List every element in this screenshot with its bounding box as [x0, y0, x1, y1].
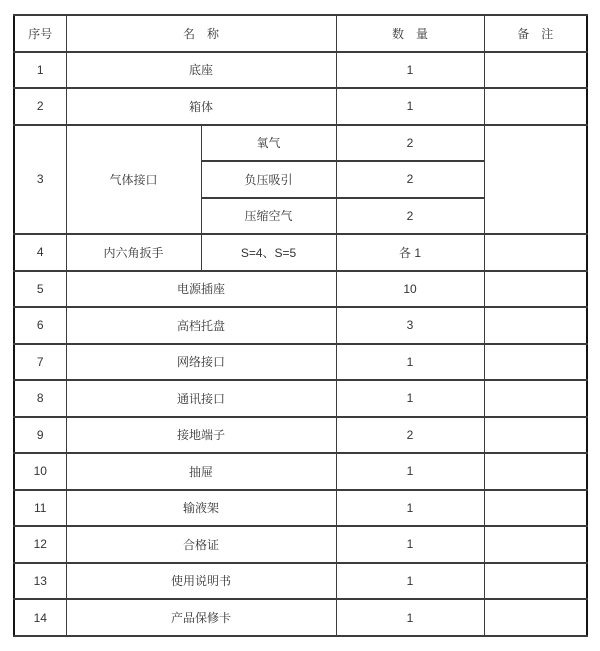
cell-note: [484, 88, 587, 125]
cell-qty: 各 1: [336, 234, 484, 271]
header-note: 备 注: [484, 15, 587, 52]
cell-serial: 12: [14, 526, 66, 563]
cell-note: [484, 52, 587, 89]
cell-subname: 压缩空气: [201, 198, 336, 235]
table-row: [14, 563, 587, 600]
cell-name: 通讯接口: [66, 380, 336, 417]
cell-serial: 2: [14, 88, 66, 125]
cell-note: [484, 125, 587, 235]
cell-qty: 1: [336, 490, 484, 527]
cell-note: [484, 380, 587, 417]
cell-qty: 2: [336, 161, 484, 198]
table-row: [14, 490, 587, 527]
table-row: [14, 599, 587, 636]
header-serial: 序号: [14, 15, 66, 52]
header-row: [14, 15, 587, 52]
cell-qty: 1: [336, 344, 484, 381]
cell-qty: 1: [336, 526, 484, 563]
table-row: [14, 453, 587, 490]
cell-serial: 13: [14, 563, 66, 600]
cell-note: [484, 563, 587, 600]
cell-serial: 4: [14, 234, 66, 271]
cell-qty: 2: [336, 417, 484, 454]
cell-note: [484, 526, 587, 563]
cell-qty: 1: [336, 563, 484, 600]
cell-serial: 3: [14, 125, 66, 235]
cell-qty: 2: [336, 125, 484, 162]
table-row: [14, 234, 587, 271]
cell-serial: 1: [14, 52, 66, 89]
cell-name: 产品保修卡: [66, 599, 336, 636]
table-row: [14, 344, 587, 381]
cell-spec: S=4、S=5: [201, 234, 336, 271]
cell-serial: 14: [14, 599, 66, 636]
table-row: [14, 52, 587, 89]
cell-name: 内六角扳手: [66, 234, 201, 271]
cell-qty: 1: [336, 599, 484, 636]
parts-list-table: [13, 14, 588, 637]
cell-name: 高档托盘: [66, 307, 336, 344]
header-qty: 数 量: [336, 15, 484, 52]
cell-note: [484, 453, 587, 490]
cell-name: 箱体: [66, 88, 336, 125]
cell-qty: 2: [336, 198, 484, 235]
table-row: [14, 88, 587, 125]
table-row: [14, 380, 587, 417]
table-row: [14, 125, 587, 162]
cell-name: 网络接口: [66, 344, 336, 381]
cell-name: 电源插座: [66, 271, 336, 308]
cell-serial: 5: [14, 271, 66, 308]
cell-note: [484, 307, 587, 344]
cell-qty: 10: [336, 271, 484, 308]
header-name: 名 称: [66, 15, 336, 52]
table-row: [14, 526, 587, 563]
cell-qty: 1: [336, 380, 484, 417]
table-row: [14, 417, 587, 454]
cell-name: 气体接口: [66, 125, 201, 235]
table-row: [14, 307, 587, 344]
cell-serial: 8: [14, 380, 66, 417]
cell-serial: 9: [14, 417, 66, 454]
cell-subname: 负压吸引: [201, 161, 336, 198]
cell-serial: 11: [14, 490, 66, 527]
cell-note: [484, 344, 587, 381]
cell-qty: 1: [336, 52, 484, 89]
cell-serial: 7: [14, 344, 66, 381]
cell-subname: 氧气: [201, 125, 336, 162]
cell-note: [484, 417, 587, 454]
table-row: [14, 271, 587, 308]
cell-name: 底座: [66, 52, 336, 89]
cell-name: 合格证: [66, 526, 336, 563]
cell-qty: 1: [336, 453, 484, 490]
cell-note: [484, 599, 587, 636]
cell-name: 接地端子: [66, 417, 336, 454]
cell-serial: 6: [14, 307, 66, 344]
cell-qty: 3: [336, 307, 484, 344]
cell-note: [484, 271, 587, 308]
cell-note: [484, 490, 587, 527]
cell-qty: 1: [336, 88, 484, 125]
cell-name: 使用说明书: [66, 563, 336, 600]
cell-serial: 10: [14, 453, 66, 490]
cell-note: [484, 234, 587, 271]
cell-name: 输液架: [66, 490, 336, 527]
cell-name: 抽屉: [66, 453, 336, 490]
